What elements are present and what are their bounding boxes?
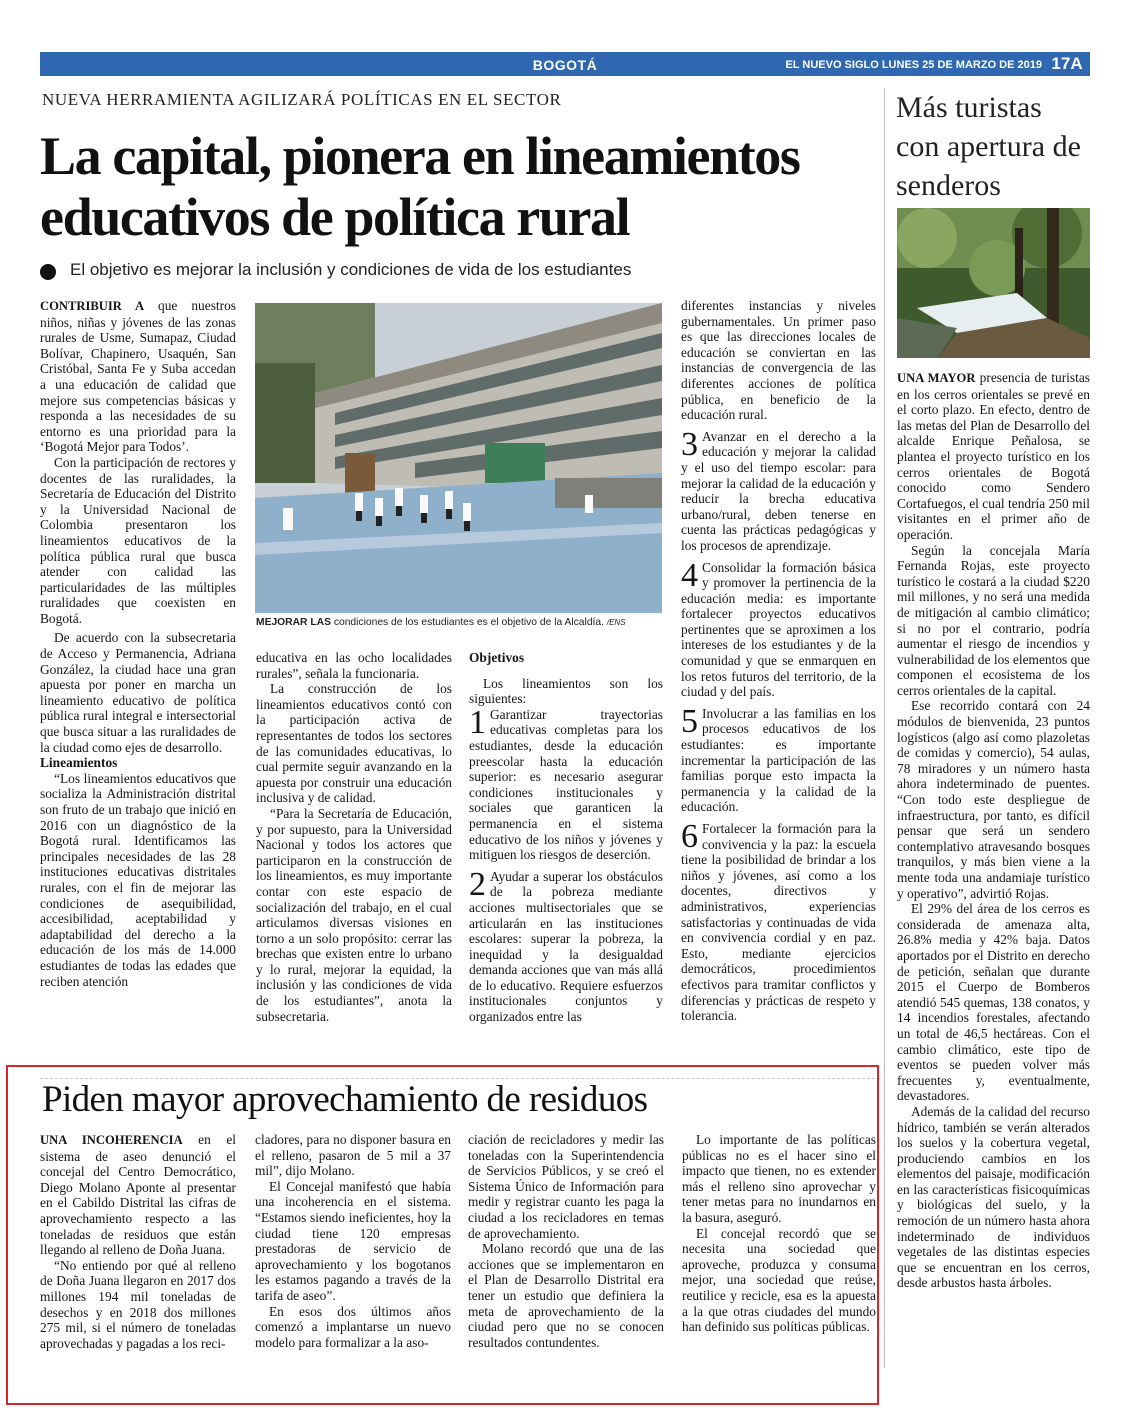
paragraph: El concejal recordó que se necesita una sociedad que aproveche, produzca y consuma mejor, una sociedad que reúse, reutilice y recicle, esa es la apuesta a la que otras ciudades del mundo han definido sus políticas públicas. <box>682 1225 876 1335</box>
paragraph: Además de la calidad del recurso hídrico, también se verán alterados los suelos y la cobertura vegetal, produciendo cambios en los elementos del paisaje, modificación en las características fisicoquímicas y biológicas del suelo, y la remoción de un número hasta ahora indeterminado de individuos vegetales de las distintas especies que se encuentran en los cerros, desde arbustos hasta árboles. <box>897 1103 1090 1291</box>
paragraph: El 29% del área de los cerros es considerada de amenaza alta, 26.8% media y 42% baja. Datos aportados por el Distrito en derecho de petición, señalan que durante 2015 el Cuerpo de Bomberos atendió 545 quemas, 138 conatos, y 14 incendios forestales, afectando un total de 46,5 hectáreas. Con el cambio climático, este tipo de eventos se pueden volver más frecuentes y, eventualmente, devastadores. <box>897 901 1090 1104</box>
bullet-icon <box>40 264 56 280</box>
number: 3 <box>681 425 698 463</box>
paragraph: “Para la Secretaría de Educación, y por supuesto, para la Universidad Nacional y todos los actores que participaron en la construcción de los lineamientos, es muy importante contar con este espacio de socialización del trabajo, en el cual articulamos diversas visiones en torno a un solo propósito: cerrar las brechas que existen entre lo urbano y lo rural, mejorar la equidad, la inclusión y las condiciones de vida de los estudiantes”, anota la subsecretaria. <box>256 805 452 1024</box>
paragraph: Molano recordó que una de las acciones que se implementaron en el Plan de Desarrollo Distrital era tener un estudio que definiera la meta de aprovechamiento de la ciudad pero que no se conocen resultados contundentes. <box>468 1241 664 1350</box>
list-item <box>681 702 876 815</box>
masthead-date: EL NUEVO SIGLO LUNES 25 DE MARZO DE 2019 <box>785 59 1042 71</box>
paragraph: El Concejal manifestó que había una incoherencia en el sistema. “Estamos siendo ineficientes, hoy la ciudad tiene 120 empresas prestadoras de servicio de aprovechamiento y los bogotanos les estamos pagando a través de la tarifa de aseo”. <box>255 1178 451 1303</box>
photo-caption <box>256 617 666 628</box>
list-item <box>469 865 663 1025</box>
paragraph: Lo importante de las políticas públicas no es el hacer sino el impacto que tienen, no es extender más el relleno sino aprovechar y tener metas para no inundarnos en la basura, aseguró. <box>682 1132 876 1225</box>
waste-column-1 <box>40 1132 236 1351</box>
list-text: Involucrar a las familias en los procesos educativos de los estudiantes: es importante incrementar la participación de las familias porque esto impacta la permanencia y la calidad de la educación. <box>681 705 876 815</box>
number: 1 <box>469 703 486 741</box>
number: 6 <box>681 818 698 855</box>
list-text: Ayudar a superar los obstáculos de la pobreza mediante acciones multisectoriales que se articularán en las instituciones escolares: superar la pobreza, la inequidad y la desigualdad demanda acciones que van más allá de lo educativo. Requiere esfuerzos institucionales conjuntos y organizados entre las <box>469 868 663 1025</box>
waste-column-3 <box>468 1132 664 1350</box>
school-building-image <box>255 303 662 613</box>
subhead: Lineamientos <box>40 755 118 771</box>
subheadline: El objetivo es mejorar la inclusión y condiciones de vida de los estudiantes <box>70 260 632 279</box>
paragraph: La construcción de los lineamientos educativos contó con la participación activa de representantes de todos los sectores de las comunidades educativas, lo cual permite seguir avanzando en la apuesta por construir una educación inclusiva y de calidad. <box>256 681 452 806</box>
paragraph: “No entiendo por qué al relleno de Doña Juana llegaron en 2017 dos millones 194 mil toneladas de desechos y en 2018 dos millones 275 mil, si el número de toneladas aprovechadas y pagadas a los reci- <box>40 1257 236 1351</box>
number: 2 <box>469 865 486 903</box>
forest-stream-image <box>897 208 1090 358</box>
article-column-2 <box>256 650 452 1024</box>
sidebar-title: Más turistas con apertura de senderos <box>896 91 1081 202</box>
list-text: Consolidar la formación básica y promover la pertinencia de la educación media: es importante fortalecer proyectos educativos pertinentes que se aproximen a los intereses de los estudiantes y de la comunidad y que se enmarquen en los retos futuros del territorio, de la ciudad y del país. <box>681 559 876 700</box>
paragraph: Según la concejala María Fernanda Rojas, este proyecto turístico le costará a la ciudad $220 mil millones, y no será una medida de mitigación al cambio climático; si no por el contrario, podría aumentar el riesgo de incendios y vulnerabilidad de los elementos que componen el ecosistema de los cerros orientales de la capital. <box>897 542 1090 698</box>
column-divider <box>884 88 885 1368</box>
article-column-1 <box>40 298 236 989</box>
paragraph: Con la participación de rectores y docentes de las ruralidades, la Secretaría de Educación del Distrito y la Universidad Nacional de Colombia presentaron los lineamientos educativos de la política pública rural que busca atender con calidad las particularidades de las múltiples ruralidades que coexisten en Bogotá. <box>40 454 236 626</box>
lead-in: UNA MAYOR <box>897 371 976 385</box>
list-item <box>681 556 876 700</box>
kicker: NUEVA HERRAMIENTA AGILIZARÁ POLÍTICAS EN EL SECTOR <box>42 90 562 109</box>
paragraph: En esos dos últimos años comenzó a implantarse un nuevo modelo para formalizar a la aso- <box>255 1303 451 1350</box>
list-text: Fortalecer la formación para la convivencia y la paz: la escuela tiene la posibilidad de brindar a los niños y jóvenes, así como a los docentes, directivos y administrativos, experiencias satisfactorias y continuadas de vida en convivencia cordial y en paz. Esto, mediante ejercicios democráticos, procedimientos efectivos para tramitar conflictos y diferencias y prácticas de respeto y tolerancia. <box>681 821 876 1024</box>
caption-lead: MEJORAR LAS <box>256 617 331 628</box>
paragraph: diferentes instancias y niveles gubernamentales. Un primer paso es que las direcciones locales de educación se conviertan en las instancias de convergencia de las diferentes acciones de política pública, en beneficio de la educación rural. <box>681 298 876 423</box>
list-item <box>681 818 876 1024</box>
second-headline: Piden mayor aprovechamiento de residuos <box>42 1079 648 1120</box>
list-text: Garantizar trayectorias educativas completas para los estudiantes, desde la educación preescolar hasta la educación superior: es necesario asegurar condiciones institucionales y sociales que garanticen la permanencia en el sistema educativo de los niños y jóvenes y mitiguen los riesgos de deserción. <box>469 706 663 863</box>
paragraph: Los lineamientos son los siguientes: <box>469 675 663 707</box>
number: 5 <box>681 702 698 740</box>
paragraph: presencia de turistas en los cerros orientales se prevé en el corto plazo. En efecto, dentro de las metas del Plan de Desarrollo del alcalde Enrique Peñalosa, se plantea el proyecto turístico en los cerros orientales de Bogotá conocido como Sendero Cortafuegos, el cual tendría 250 mil visitantes en el primer año de operación. <box>897 370 1090 542</box>
forest-photo <box>897 208 1090 358</box>
paragraph: cladores, para no disponer basura en el relleno, pasaron de 5 mil a 37 mil”, dijo Molano. <box>255 1132 451 1179</box>
lead-in: CONTRIBUIR A <box>40 299 145 313</box>
number: 4 <box>681 556 698 594</box>
paragraph: educativa en las ocho localidades rurales”, señala la funcionaria. <box>256 650 452 681</box>
section-label: BOGOTÁ <box>520 55 610 75</box>
school-photo <box>255 303 662 613</box>
paragraph: De acuerdo con la subsecretaria de Acceso y Permanencia, Adriana González, la ciudad hace una gran apuesta por poner en marcha un lineamiento educativo de política pública rural integral e intersectorial que busca situar a las ruralidades de la ciudad como ejes de desarrollo. <box>40 630 236 755</box>
sidebar-body <box>897 370 1090 1291</box>
lead-in: UNA INCOHERENCIA <box>40 1133 183 1147</box>
article-column-3 <box>469 650 663 1025</box>
waste-column-2 <box>255 1132 451 1350</box>
paragraph: que nuestros niños, niñas y jóvenes de las zonas rurales de Usme, Sumapaz, Ciudad Bolívar, Chapinero, Usaquén, San Cristóbal, Santa Fe y Suba accedan a una educación de calidad que mejore sus competencias básicas y responda a las necesidades de su entorno es una prioridad para la ‘Bogotá Mejor para Todos’. <box>40 298 236 455</box>
paragraph: “Los lineamientos educativos que socializa la Administración distrital son fruto de un trabajo que inició en 2016 con un diagnóstico de la Bogotá rural. Identificamos las principales necesidades de las 28 instituciones educativas distritales rurales, con el fin de mejorar las condiciones de asequibilidad, accesibilidad, aceptabilidad y adaptabilidad del derecho a la educación de los más de 14.000 estudiantes de todas las edades que reciben atención <box>40 770 236 989</box>
page-number: 17A <box>1051 54 1083 73</box>
caption-text: condiciones de los estudiantes es el objetivo de la Alcaldía. <box>330 617 604 628</box>
list-text: Avanzar en el derecho a la educación y mejorar la calidad y el uso del tiempo escolar: para mejorar la calidad de la educación y reducir la brecha educativa urbano/rural, deben tenerse en cuenta las prácticas pedagógicas y los procesos de aprendizaje. <box>681 428 876 553</box>
list-item <box>681 425 876 554</box>
paragraph: ciación de recicladores y medir las toneladas con la Superintendencia de Servicios Públicos, y se creó el Sistema Único de Información para medir y registrar cuanto les paga la ciudad a los recicladores en temas de aprovechamiento. <box>468 1132 664 1241</box>
article-column-4 <box>681 298 876 1024</box>
paragraph: Ese recorrido contará con 24 módulos de bienvenida, 23 puntos logísticos (algo así como plazoletas de comidas y comercio), 54 aulas, 78 miradores y un número hasta ahora indeterminado de puentes. “Con todo este despliegue de infraestructura, por tanto, es difícil pensar que será un sendero contemplativo atravesando bosques tranquilos, y más bien viene a la mente toda una andamiaje turístico y operativo”, advirtió Rojas. <box>897 698 1090 901</box>
headline: La capital, pionera en lineamientos educativos de política rural <box>40 126 800 247</box>
subhead: Objetivos <box>469 650 525 665</box>
photo-credit: /ENS <box>606 618 626 627</box>
waste-column-4 <box>682 1132 876 1335</box>
paragraph: en el sistema de aseo denunció el concejal del Centro Democrático, Diego Molano Aponte al presentar en el Cabildo Distrital las cifras de aprovechamiento respecto a las toneladas de residuos que están llegando al relleno de Doña Juana. <box>40 1132 237 1258</box>
list-item <box>469 703 663 863</box>
